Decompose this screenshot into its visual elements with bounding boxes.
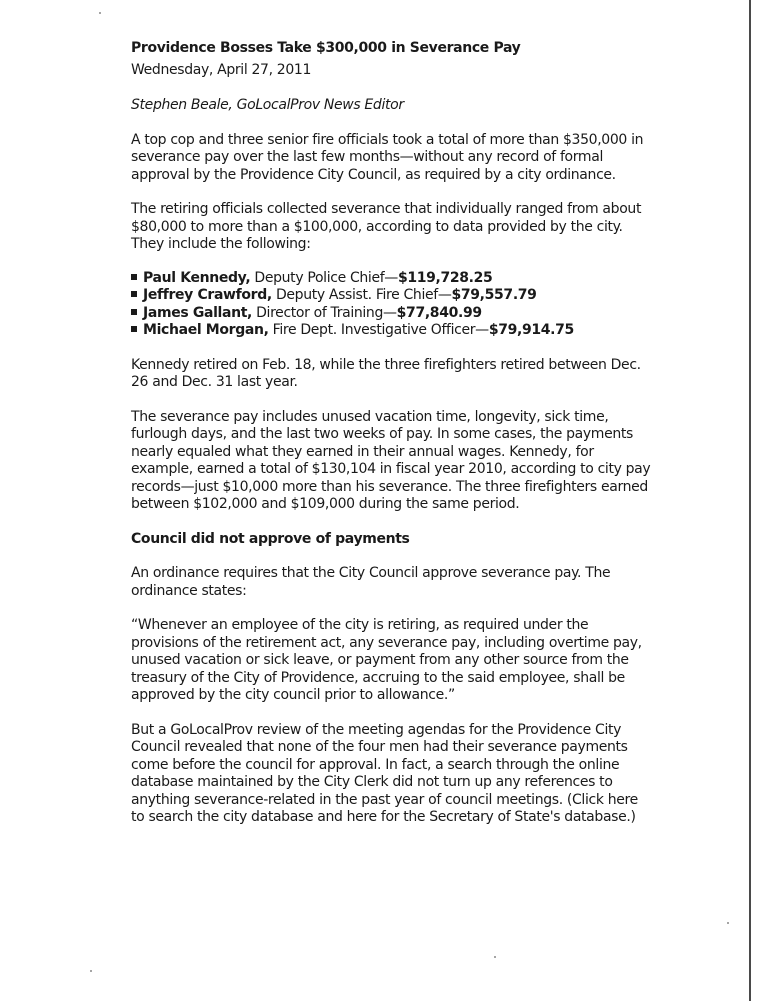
article bbox=[131, 40, 651, 827]
official-title: Fire Dept. Investigative Officer— bbox=[268, 322, 489, 338]
officials-list bbox=[131, 270, 651, 340]
bullet-icon bbox=[131, 274, 137, 280]
bullet-icon bbox=[131, 326, 137, 332]
official-title: Director of Training— bbox=[252, 304, 397, 321]
bullet-icon bbox=[131, 291, 137, 297]
official-title: Deputy Assist. Fire Chief— bbox=[271, 287, 452, 303]
official-name: Michael Morgan, bbox=[143, 322, 269, 338]
section-subhead: Council did not approve of payments bbox=[131, 530, 410, 547]
ordinance-quote: “Whenever an employee of the city is retiring, as required under the provisions of the retirement act, any severance pay, including overtime pay, unused vacation or sick leave, or payment from any other source from the treasury of the City of Providence, accruing to the said employee, shall be approved by the city council prior to allowance.” bbox=[131, 617, 642, 703]
scan-speck bbox=[494, 956, 496, 958]
article-headline: Providence Bosses Take $300,000 in Severance Pay bbox=[131, 40, 521, 56]
paragraph-review: But a GoLocalProv review of the meeting agendas for the Providence City Council revealed that none of the four men had their severance payments come before the council for approval. In fact, a search through the online database maintained by the City Clerk did not turn up any references to anything severance-related in the past year of council meetings. (Click here to search the city database and here for the Secretary of State's database.) bbox=[131, 721, 638, 825]
official-amount: $79,557.79 bbox=[451, 287, 537, 303]
scan-speck bbox=[90, 970, 92, 972]
page-edge-line bbox=[749, 0, 751, 1001]
official-name: Paul Kennedy, bbox=[143, 269, 251, 286]
list-item bbox=[131, 322, 651, 340]
list-item bbox=[131, 287, 651, 305]
official-name: Jeffrey Crawford, bbox=[143, 287, 272, 303]
paragraph-ordinance: An ordinance requires that the City Council approve severance pay. The ordinance states: bbox=[131, 565, 611, 599]
list-item bbox=[131, 270, 651, 288]
official-amount: $119,728.25 bbox=[397, 269, 493, 286]
paragraph-retirement-dates: Kennedy retired on Feb. 18, while the three firefighters retired between Dec. 26 and Dec. 31 last year. bbox=[131, 356, 641, 390]
paragraph-severance-details: The severance pay includes unused vacation time, longevity, sick time, furlough days, and the last two weeks of pay. In some cases, the payments nearly equaled what they earned in their annual wages. Kennedy, for example, earned a total of $130,104 in fiscal year 2010, according to city pay records—just $10,000 more than his severance. The three firefighters earned between $102,000 and $109,000 during the same period. bbox=[131, 408, 651, 512]
paragraph-intro: A top cop and three senior fire officials took a total of more than $350,000 in severance pay over the last few months—without any record of formal approval by the Providence City Council, as required by a city ordinance. bbox=[131, 131, 644, 183]
article-date: Wednesday, April 27, 2011 bbox=[131, 61, 311, 78]
article-byline: Stephen Beale, GoLocalProv News Editor bbox=[131, 97, 404, 113]
scan-speck bbox=[99, 12, 101, 14]
bullet-icon bbox=[131, 309, 137, 315]
official-amount: $79,914.75 bbox=[488, 322, 574, 338]
official-name: James Gallant, bbox=[143, 304, 253, 321]
paragraph-range: The retiring officials collected severance that individually ranged from about $80,000 to more than a $100,000, according to data provided by the city. They include the following: bbox=[131, 201, 642, 252]
list-item bbox=[131, 305, 651, 323]
scan-speck bbox=[727, 922, 729, 924]
official-amount: $77,840.99 bbox=[396, 304, 482, 321]
official-title: Deputy Police Chief— bbox=[250, 269, 398, 286]
